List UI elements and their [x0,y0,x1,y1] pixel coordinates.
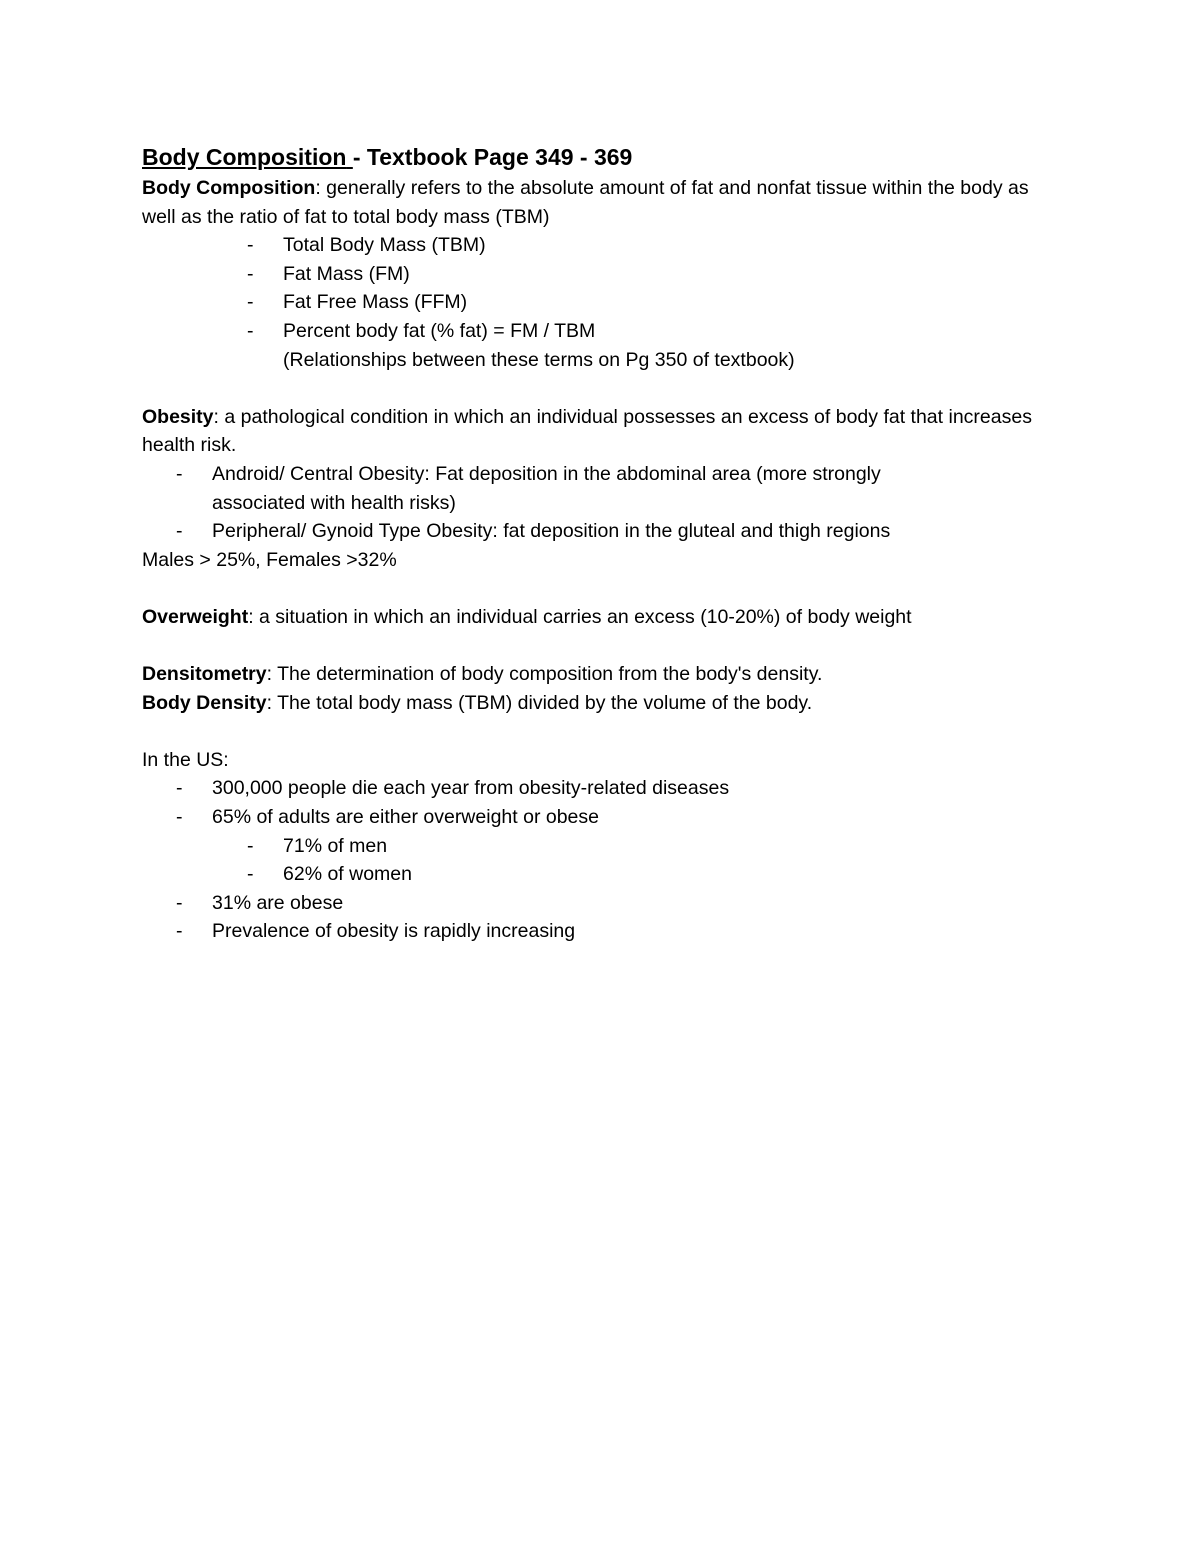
list-item: - Peripheral/ Gynoid Type Obesity: fat deposition in the gluteal and thigh regions [176,520,891,543]
list-item: - Prevalence of obesity is rapidly increasing [176,920,576,943]
term-densitometry: Densitometry [142,663,267,686]
title-main: Body Composition [142,144,347,170]
list-item: - 65% of adults are either overweight or obese [176,806,599,829]
document-page [142,140,1062,946]
obesity-thresholds: Males > 25%, Females >32% [142,548,397,571]
term-obesity: Obesity [142,405,214,428]
list-item: - 71% of men [247,834,388,857]
densitometry-text: : The determination of body composition from the body's density. [266,663,823,686]
body-composition-text: : generally refers to the absolute amount of fat and nonfat tissue within the body as well as the ratio of fat to total body mass (TBM) [142,177,1029,228]
us-stats-heading: In the US: [142,748,229,771]
obesity-definition [142,403,1062,460]
densitometry-definition [142,660,1062,689]
list-item: - Total Body Mass (TBM) [247,234,486,257]
title-page-range: - Textbook Page 349 - 369 [352,144,633,170]
page-title [142,140,1062,174]
list-item: - Fat Free Mass (FFM) [247,291,468,314]
list-item: - 300,000 people die each year from obesity-related diseases [176,777,730,800]
overweight-definition [142,603,1062,632]
list-item: - Android/ Central Obesity: Fat deposition in the abdominal area (more strongly associated with health risks) [176,462,881,514]
list-item: - Percent body fat (% fat) = FM / TBM [247,319,596,342]
body-composition-definition [142,174,1062,231]
term-body-composition: Body Composition [142,177,316,199]
body-density-text: : The total body mass (TBM) divided by the volume of the body. [266,691,813,714]
term-body-density: Body Density [142,691,267,714]
list-item: - 31% are obese [176,891,344,914]
list-item: - Fat Mass (FM) [247,262,410,285]
obesity-text: : a pathological condition in which an individual possesses an excess of body fat that increases health risk. [142,405,1032,457]
body-density-definition [142,689,1062,718]
overweight-text: : a situation in which an individual carries an excess (10-20%) of body weight [248,605,912,628]
list-item: - 62% of women [247,863,412,886]
term-overweight: Overweight [142,605,249,628]
relationships-note: (Relationships between these terms on Pg 350 of textbook) [283,348,795,371]
